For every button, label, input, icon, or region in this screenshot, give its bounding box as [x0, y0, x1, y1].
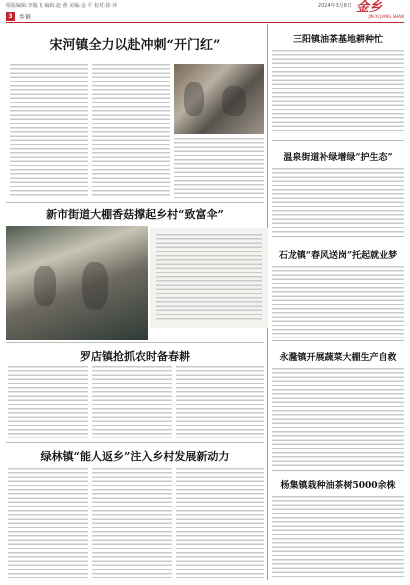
issue-date: 2024年3月8日 — [317, 3, 352, 9]
luodian-headline: 罗店镇抢抓农时备春耕 — [80, 350, 190, 363]
editor-credits: 组版编辑:李璇飞 编辑:赵 燕 美编:金 平 校对:徐 萍 — [6, 3, 118, 9]
sidebar-headline-3: 石龙镇“春风送岗”托起就业梦 — [278, 251, 398, 261]
sidebar-article-2-text — [272, 168, 404, 234]
luodian-col-1 — [8, 366, 88, 438]
luodian-col-2 — [92, 366, 172, 438]
page-number: 3 — [6, 12, 15, 21]
header-rule — [6, 22, 404, 23]
lvlin-col-1 — [8, 468, 88, 578]
sidebar-article-3-text — [272, 266, 404, 338]
greenhouse-text-box — [150, 228, 268, 328]
greenhouse-separator — [6, 342, 264, 343]
main-article-col-3 — [174, 138, 264, 198]
lvlin-headline: 绿林镇“能人返乡”注入乡村发展新动力 — [40, 450, 230, 463]
sidebar-article-4-text — [272, 368, 404, 468]
greenhouse-photo — [6, 226, 148, 340]
sidebar-separator-3 — [272, 340, 404, 341]
lvlin-col-3 — [176, 468, 264, 578]
sidebar-separator-1 — [272, 140, 404, 141]
main-article-col-2 — [92, 64, 170, 198]
sidebar-headline-4: 永漋镇开展蔬菜大棚生产自救 — [279, 353, 397, 363]
main-headline: 宋河镇全力以赴冲刺“开门红” — [49, 38, 221, 53]
sidebar-headline-1: 三阳镇油茶基地耕种忙 — [292, 35, 383, 45]
lvlin-col-2 — [92, 468, 172, 578]
luodian-col-3 — [176, 366, 264, 438]
main-article-photo — [174, 64, 264, 134]
masthead — [356, 1, 404, 21]
main-article-col-1 — [10, 64, 88, 198]
greenhouse-article-text — [156, 234, 262, 322]
page-tag — [6, 12, 31, 21]
luodian-separator — [6, 442, 264, 443]
sidebar-article-5-text — [272, 496, 404, 578]
sidebar-headline-2: 温泉街道补绿增绿“护生态” — [283, 153, 393, 163]
sidebar-headline-5: 杨集镇栽种油茶树5000余株 — [280, 481, 396, 491]
sidebar-separator-2 — [272, 236, 404, 237]
sidebar-article-1-text — [272, 50, 404, 134]
masthead-logo: 金乡 — [356, 0, 383, 15]
sidebar-separator-4 — [272, 470, 404, 471]
masthead-logo-sub: JIN XI JIANG SHAN — [368, 14, 404, 19]
greenhouse-headline: 新市街道大棚香菇撑起乡村“致富伞” — [46, 208, 224, 221]
main-article-separator — [6, 202, 264, 203]
section-name: 乡镇 — [19, 14, 32, 21]
top-bar — [6, 2, 404, 10]
